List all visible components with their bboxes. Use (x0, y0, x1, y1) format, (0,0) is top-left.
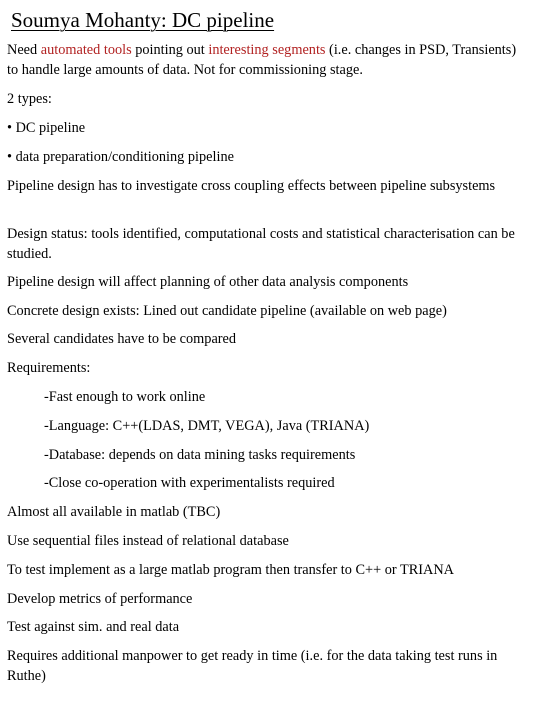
concrete-design-paragraph: Concrete design exists: Lined out candidate pipeline (available on web page) (7, 303, 447, 319)
highlight-interesting-segments: interesting segments (208, 42, 326, 58)
requirement-item: -Fast enough to work online (44, 389, 206, 405)
candidates-paragraph: Several candidates have to be compared (7, 331, 237, 347)
closing-item: Use sequential files instead of relational database (7, 533, 289, 549)
intro-text-1: Need (7, 42, 41, 58)
slide-title: Soumya Mohanty: DC pipeline (11, 8, 275, 32)
closing-item: Almost all available in matlab (TBC) (7, 504, 221, 520)
requirement-item: -Close co-operation with experimentalists required (44, 475, 335, 491)
bullet-data-preparation: • data preparation/conditioning pipeline (7, 149, 234, 165)
intro-text-2: pointing out (131, 42, 209, 58)
intro-paragraph (7, 41, 527, 80)
design-status-paragraph: Design status: tools identified, computational costs and statistical characterisation can be studied. (7, 226, 515, 262)
highlight-automated-tools: automated tools (40, 42, 132, 58)
closing-item: Develop metrics of performance (7, 591, 193, 607)
requirement-item: -Database: depends on data mining tasks requirements (44, 447, 356, 463)
design-coupling-paragraph: Pipeline design has to investigate cross coupling effects between pipeline subsystems (7, 178, 496, 194)
types-heading: 2 types: (7, 91, 52, 107)
closing-item: To test implement as a large matlab program then transfer to C++ or TRIANA (7, 562, 454, 578)
closing-item: Test against sim. and real data (7, 619, 180, 635)
requirements-heading: Requirements: (7, 360, 91, 376)
intro-text-3: (i.e. changes in PSD, Transients) to handle large amounts of data. Not for commissioning stage. (7, 42, 517, 78)
affect-planning-paragraph: Pipeline design will affect planning of other data analysis components (7, 274, 409, 290)
requirement-item: -Language: C++(LDAS, DMT, VEGA), Java (TRIANA) (44, 418, 370, 434)
closing-item: Requires additional manpower to get ready in time (i.e. for the data taking test runs in Ruthe) (7, 648, 498, 684)
bullet-dc-pipeline: • DC pipeline (7, 120, 86, 136)
